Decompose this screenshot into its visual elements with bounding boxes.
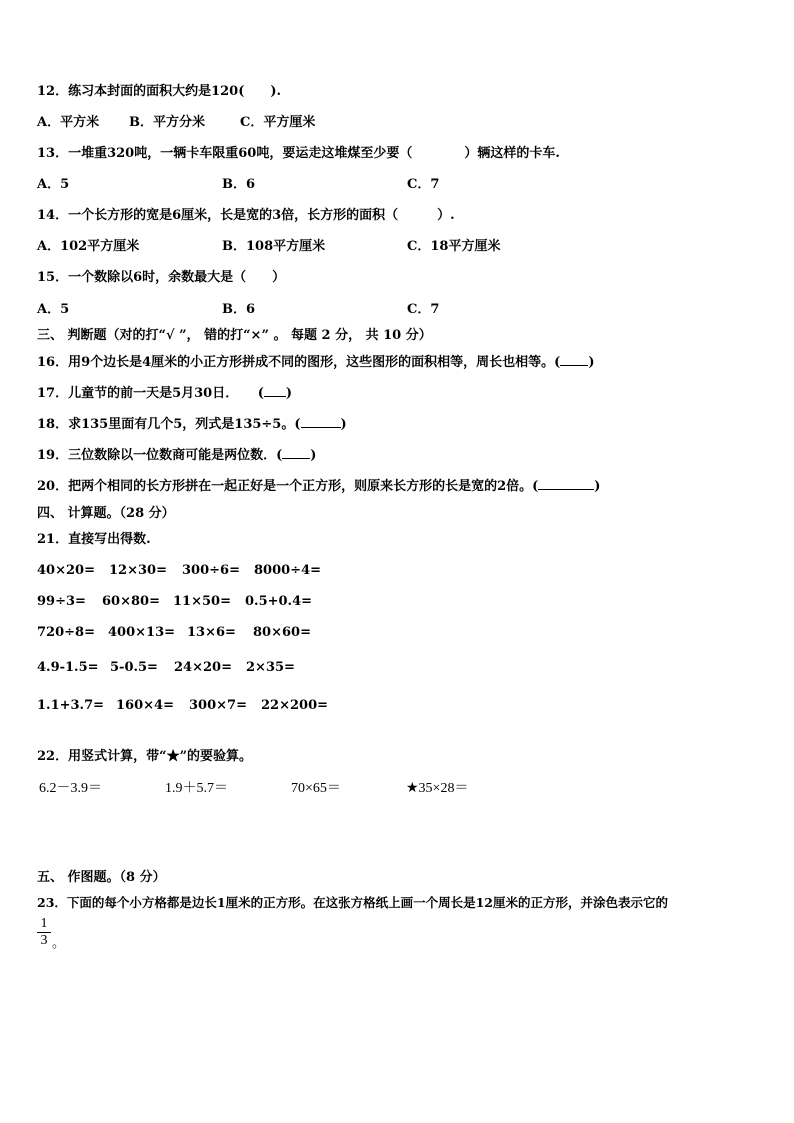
answer-blank[interactable]	[538, 478, 594, 490]
question-17-close: )	[285, 386, 293, 401]
option-a: A．5	[37, 302, 70, 317]
fraction-numerator: 1	[37, 916, 51, 933]
answer-blank[interactable]	[560, 354, 588, 366]
question-16-text: 16．用9个边长是4厘米的小正方形拼成不同的图形，这些图形的面积相等，周长也相等。(	[37, 355, 561, 370]
sentence-end: 。	[52, 936, 66, 951]
calc-item: 5-0.5=	[110, 660, 158, 675]
option-a: A．5	[37, 177, 70, 192]
calc-item: 99÷3=	[37, 594, 86, 609]
option-a: A．102平方厘米	[37, 239, 140, 254]
answer-blank[interactable]	[282, 447, 310, 459]
question-15: 15．一个数除以6时，余数最大是（ ）	[37, 270, 286, 285]
calc-item: 400×13=	[108, 625, 176, 640]
question-18	[37, 416, 347, 433]
calc-item: 80×60=	[253, 625, 311, 640]
calc-item: 0.5+0.4=	[245, 594, 313, 609]
question-22: 22．用竖式计算，带“★”的要验算。	[37, 749, 253, 764]
question-20-close: )	[594, 479, 601, 494]
question-23: 23．下面的每个小方格都是边长1厘米的正方形。在这张方格纸上画一个周长是12厘米的正方形，并涂色表示它的	[37, 895, 668, 910]
calc-item: 8000÷4=	[254, 563, 322, 578]
question-18-close: )	[340, 417, 347, 432]
question-19-close: )	[310, 448, 317, 463]
calc-item: 160×4=	[116, 698, 174, 713]
calc-item: 13×6=	[187, 625, 236, 640]
option-c: C．7	[407, 177, 440, 192]
calc-item: 24×20=	[174, 660, 232, 675]
section-5-heading: 五、 作图题。（8 分）	[37, 870, 166, 885]
calc-item: 12×30=	[109, 563, 167, 578]
section-4-heading: 四、 计算题。（28 分）	[37, 506, 175, 521]
calc-item: 22×200=	[261, 698, 329, 713]
option-c: C．7	[407, 302, 440, 317]
option-b: B．6	[222, 302, 256, 317]
option-b: B．6	[222, 177, 256, 192]
calc-item: 4.9-1.5=	[37, 660, 99, 675]
question-17	[37, 385, 292, 402]
vertical-calc-item: 6.2－3.9＝	[39, 781, 102, 796]
calc-item: 11×50=	[173, 594, 231, 609]
question-17-text: 17．儿童节的前一天是5月30日． (	[37, 386, 264, 401]
question-19	[37, 447, 316, 464]
option-b: B．平方分米	[129, 115, 205, 130]
question-20-text: 20．把两个相同的长方形拼在一起正好是一个正方形，则原来长方形的长是宽的2倍。(	[37, 479, 539, 494]
option-c: C．平方厘米	[240, 115, 316, 130]
question-12: 12．练习本封面的面积大约是120( ).	[37, 84, 282, 99]
option-c: C．18平方厘米	[407, 239, 501, 254]
calc-item: 300÷6=	[182, 563, 240, 578]
question-19-text: 19．三位数除以一位数商可能是两位数．(	[37, 448, 283, 463]
question-21: 21．直接写出得数.	[37, 532, 151, 547]
vertical-calc-item: 70×65＝	[291, 781, 341, 796]
answer-blank[interactable]	[264, 385, 286, 397]
vertical-calc-item: ★35×28＝	[406, 781, 469, 796]
question-14: 14．一个长方形的宽是6厘米，长是宽的3倍，长方形的面积（ ）.	[37, 208, 455, 223]
calc-item: 60×80=	[102, 594, 160, 609]
section-3-heading: 三、 判断题（对的打“√ ”， 错的打“×” 。 每题 2 分， 共 10 分）	[37, 328, 432, 343]
question-16	[37, 354, 595, 371]
calc-item: 40×20=	[37, 563, 95, 578]
answer-blank[interactable]	[301, 416, 341, 428]
question-16-close: )	[588, 355, 595, 370]
calc-item: 1.1+3.7=	[37, 698, 105, 713]
question-20	[37, 478, 600, 495]
question-18-text: 18．求135里面有几个5，列式是135÷5。(	[37, 417, 301, 432]
fraction-one-third	[37, 916, 51, 949]
fraction-denominator: 3	[40, 933, 48, 948]
calc-item: 2×35=	[246, 660, 295, 675]
calc-item: 720÷8=	[37, 625, 95, 640]
option-a: A．平方米	[37, 115, 100, 130]
option-b: B．108平方厘米	[222, 239, 326, 254]
question-13: 13．一堆重320吨，一辆卡车限重60吨，要运走这堆煤至少要（ ）辆这样的卡车.	[37, 146, 560, 161]
vertical-calc-item: 1.9＋5.7＝	[165, 781, 228, 796]
calc-item: 300×7=	[189, 698, 247, 713]
